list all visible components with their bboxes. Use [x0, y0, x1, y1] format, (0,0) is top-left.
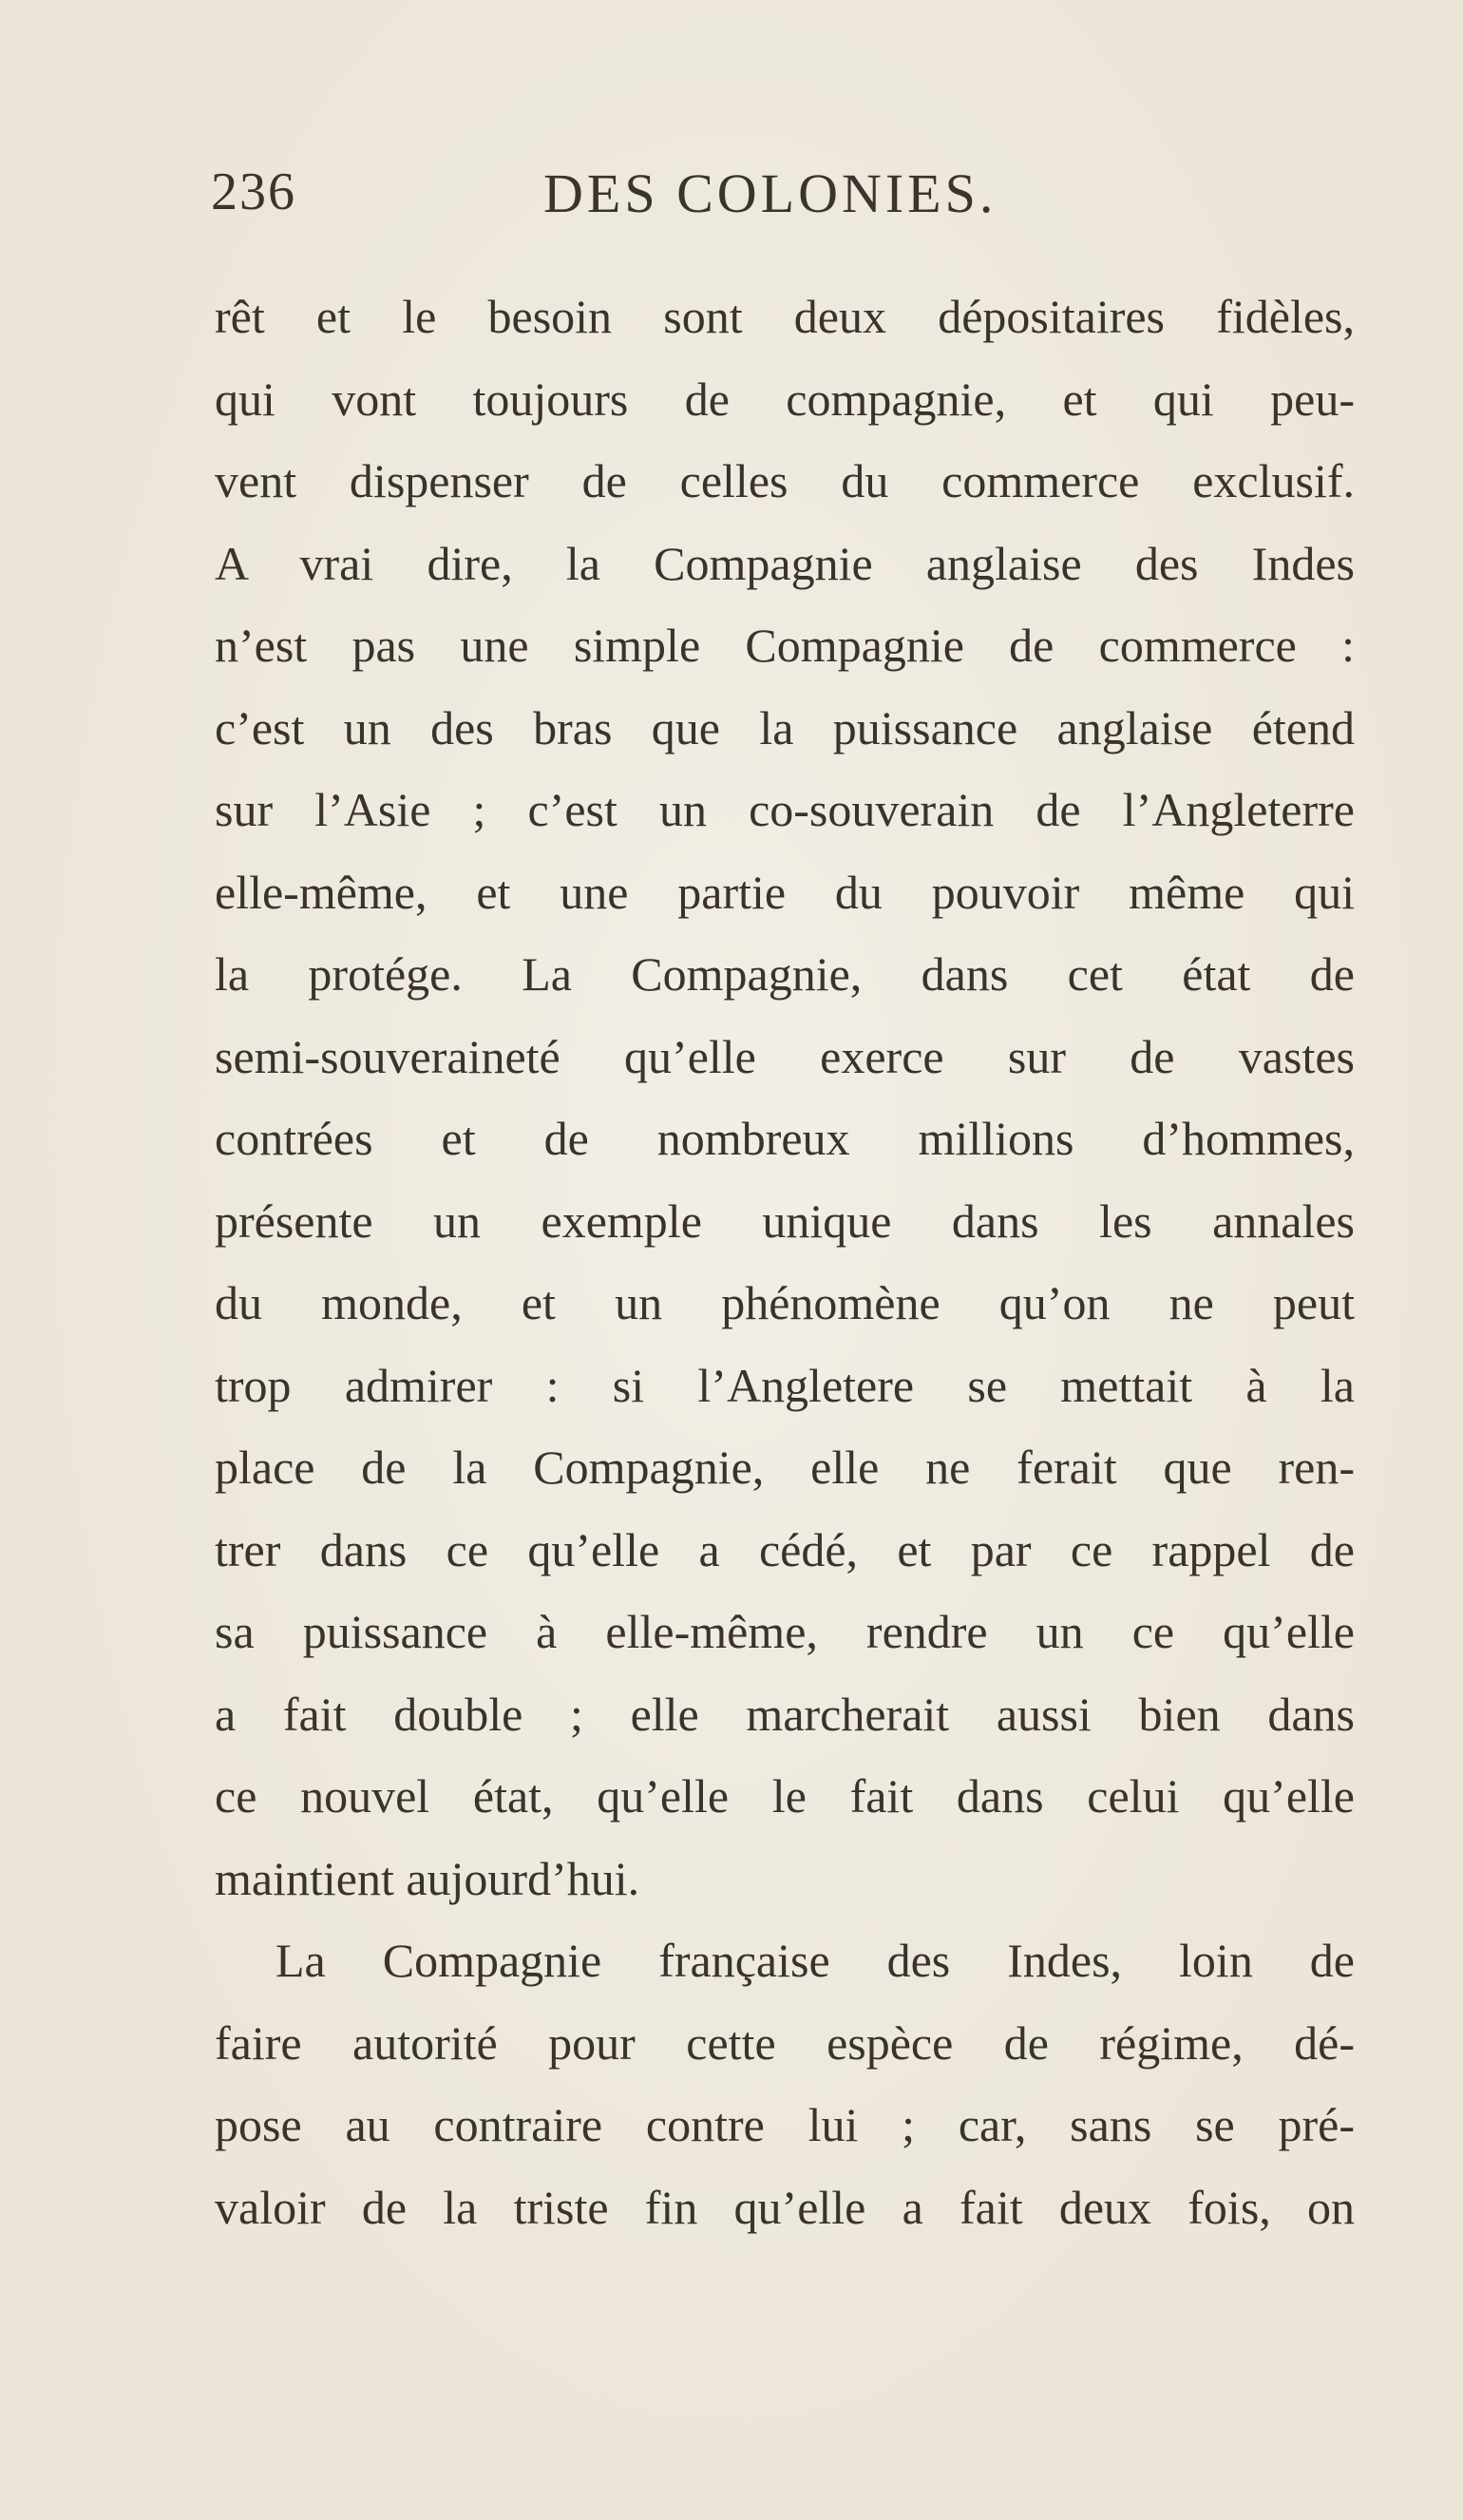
text-line: présente un exemple unique dans les annales	[215, 1193, 1355, 1248]
text-line: vent dispenser de celles du commerce exclusif.	[215, 454, 1355, 507]
body-text	[215, 276, 1355, 2248]
text-line: maintient aujourd’hui.	[215, 1851, 640, 1905]
text-line: sa puissance à elle-même, rendre un ce qu’elle	[215, 1605, 1355, 1658]
text-line: pose au contraire contre lui ; car, sans se pré-	[215, 2098, 1355, 2151]
text-line: A vrai dire, la Compagnie anglaise des Indes	[215, 536, 1355, 590]
text-line: trop admirer : si l’Angletere se mettait à la	[215, 1358, 1355, 1412]
text-line: sur l’Asie ; c’est un co-souverain de l’Angleterre	[215, 783, 1355, 836]
text-line: contrées et de nombreux millions d’hommes,	[215, 1112, 1355, 1165]
text-line: elle-même, et une partie du pouvoir même qui	[215, 865, 1355, 919]
text-line: n’est pas une simple Compagnie de commerce :	[215, 619, 1355, 672]
text-line: La Compagnie française des Indes, loin de	[276, 1934, 1355, 1987]
running-head: DES COLONIES.	[543, 162, 998, 224]
text-line: faire autorité pour cette espèce de régime, dé-	[215, 2015, 1355, 2070]
text-line: semi-souveraineté qu’elle exerce sur de vastes	[215, 1029, 1355, 1083]
text-line: du monde, et un phénomène qu’on ne peut	[215, 1276, 1355, 1329]
text-line: la protége. La Compagnie, dans cet état de	[215, 947, 1355, 1001]
text-line: c’est un des bras que la puissance anglaise étend	[215, 700, 1355, 754]
page-number: 236	[211, 162, 296, 221]
text-line: a fait double ; elle marcherait aussi bien dans	[215, 1687, 1355, 1741]
page-header	[211, 162, 1066, 247]
text-line: qui vont toujours de compagnie, et qui peu-	[215, 372, 1355, 426]
text-line: rêt et le besoin sont deux dépositaires fidèles,	[215, 290, 1355, 343]
text-line: valoir de la triste fin qu’elle a fait deux fois, on	[215, 2180, 1355, 2234]
text-line: ce nouvel état, qu’elle le fait dans celui qu’elle	[215, 1769, 1355, 1823]
text-line: trer dans ce qu’elle a cédé, et par ce rappel de	[215, 1522, 1355, 1576]
text-line: place de la Compagnie, elle ne ferait que ren-	[215, 1441, 1355, 1494]
